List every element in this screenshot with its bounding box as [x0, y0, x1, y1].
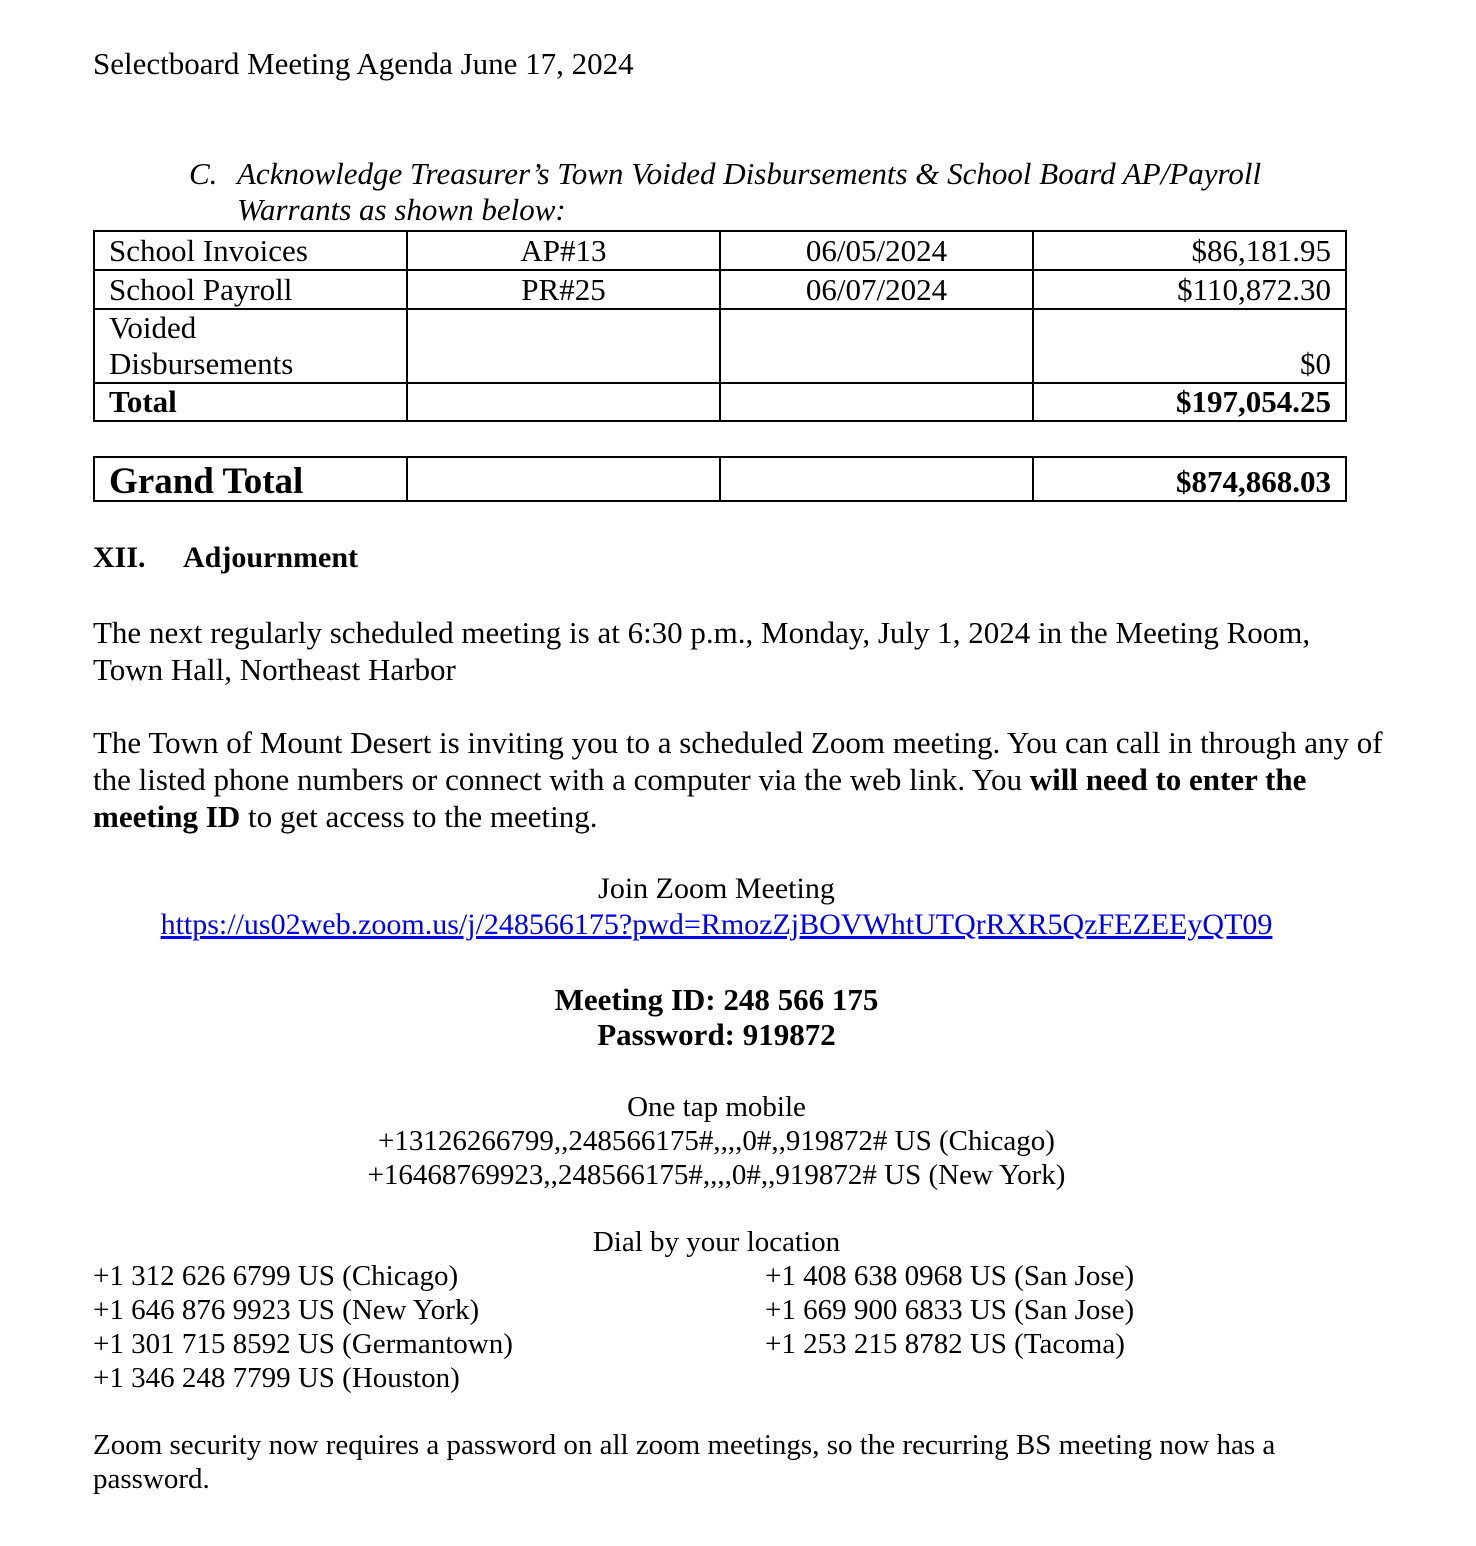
grand-total-row [94, 457, 1346, 501]
section-xii-number: XII. [93, 541, 146, 574]
total-label: Total [94, 383, 407, 421]
row-ref: PR#25 [407, 270, 720, 309]
one-tap-line: +13126266799,,248566175#,,,,0#,,919872# US (Chicago) [378, 1125, 1055, 1157]
total-row [94, 383, 1346, 421]
dial-number: +1 301 715 8592 US (Germantown) [93, 1328, 513, 1360]
page-header: Selectboard Meeting Agenda June 17, 2024 [93, 46, 634, 81]
row-name-line1: Voided [109, 310, 197, 345]
dial-number: +1 408 638 0968 US (San Jose) [765, 1260, 1135, 1292]
zoom-security-note: Zoom security now requires a password on all zoom meetings, so the recurring BS meeting now has a password. [93, 1429, 1276, 1495]
row-amount: $86,181.95 [1033, 231, 1346, 270]
dial-by-location-title: Dial by your location [592, 1226, 841, 1258]
grand-total-empty-cell [407, 457, 720, 501]
one-tap-mobile [0, 1090, 1433, 1192]
zoom-invite-text-end: to get access to the meeting. [240, 799, 598, 834]
dial-number: +1 346 248 7799 US (Houston) [93, 1362, 460, 1394]
dial-numbers-right [765, 1259, 1134, 1361]
total-amount: $197,054.25 [1033, 383, 1346, 421]
dial-number: +1 669 900 6833 US (San Jose) [765, 1294, 1135, 1326]
dial-numbers-left [93, 1259, 513, 1395]
grand-total-table [93, 456, 1347, 502]
one-tap-line: +16468769923,,248566175#,,,,0#,,919872# US (New York) [367, 1159, 1066, 1191]
row-amount: $0 [1033, 309, 1346, 383]
row-name [94, 309, 407, 383]
section-c-letter: C. [189, 156, 218, 191]
dial-number: +1 646 876 9923 US (New York) [93, 1294, 480, 1326]
zoom-invite-text: The Town of Mount Desert is inviting you to a scheduled Zoom meeting. You can call in through any of the listed phone numbers or connect with a computer via the web link. You [93, 725, 1383, 797]
row-date: 06/07/2024 [720, 270, 1033, 309]
one-tap-title: One tap mobile [627, 1091, 806, 1123]
section-c-heading [189, 156, 1261, 228]
section-c-line2: Warrants as shown below: [237, 192, 566, 227]
section-c-line1: Acknowledge Treasurer’s Town Voided Disbursements & School Board AP/Payroll [237, 156, 1262, 191]
row-name: School Payroll [94, 270, 407, 309]
row-amount: $110,872.30 [1033, 270, 1346, 309]
table-row [94, 231, 1346, 270]
row-date: 06/05/2024 [720, 231, 1033, 270]
row-ref: AP#13 [407, 231, 720, 270]
meeting-password: Password: 919872 [597, 1017, 836, 1052]
table-row [94, 270, 1346, 309]
table-row [94, 309, 1346, 383]
grand-total-label: Grand Total [94, 457, 407, 501]
join-zoom-title: Join Zoom Meeting [598, 872, 835, 905]
next-meeting-paragraph: The next regularly scheduled meeting is at 6:30 p.m., Monday, July 1, 2024 in the Meeting Room, Town Hall, Northeast Harbor [93, 615, 1311, 687]
row-date [720, 309, 1033, 383]
section-xii-title: Adjournment [183, 541, 359, 574]
grand-total-empty-cell [720, 457, 1033, 501]
total-empty-cell [407, 383, 720, 421]
dial-number: +1 253 215 8782 US (Tacoma) [765, 1328, 1125, 1360]
meeting-id: Meeting ID: 248 566 175 [554, 982, 879, 1017]
row-name: School Invoices [94, 231, 407, 270]
meeting-credentials [0, 982, 1433, 1052]
zoom-meeting-link[interactable]: https://us02web.zoom.us/j/248566175?pwd=RmozZjBOVWhtUTQrRXR5QzFEZEEyQT09 [160, 908, 1273, 941]
warrants-table [93, 230, 1347, 422]
grand-total-amount: $874,868.03 [1033, 457, 1346, 501]
row-ref [407, 309, 720, 383]
dial-number: +1 312 626 6799 US (Chicago) [93, 1260, 459, 1292]
zoom-invite-paragraph [93, 724, 1383, 835]
row-name-line2: Disbursements [109, 346, 294, 381]
zoom-link-line [0, 908, 1433, 942]
total-empty-cell [720, 383, 1033, 421]
section-xii-heading [93, 540, 358, 576]
zoom-invite-bold-text: will need to enter the meeting ID [93, 762, 1307, 834]
